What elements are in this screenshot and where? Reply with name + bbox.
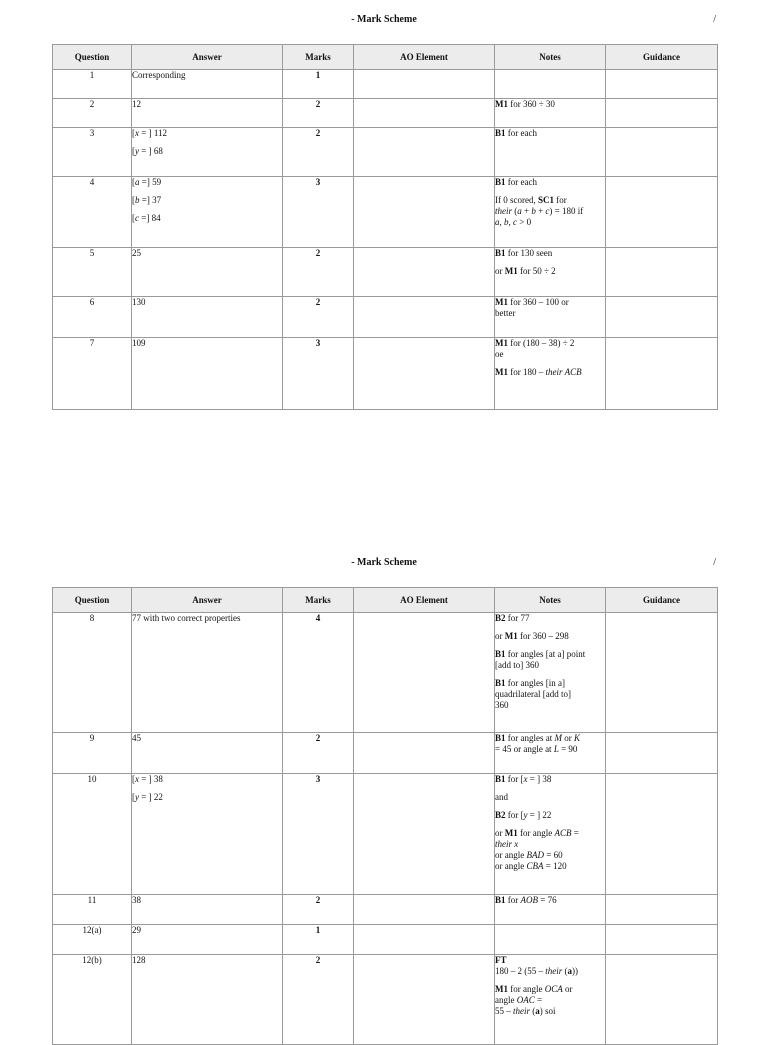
marks-cell: 2 bbox=[283, 895, 354, 925]
ao-element-cell bbox=[354, 733, 495, 774]
guidance-cell bbox=[606, 99, 718, 128]
table-row bbox=[53, 733, 718, 774]
note-line: or M1 for 50 ÷ 2 bbox=[495, 266, 556, 276]
marks-cell: 2 bbox=[283, 128, 354, 177]
notes-cell bbox=[495, 338, 606, 410]
note-line: M1 for 180 – their ACB bbox=[495, 367, 582, 377]
answer-cell bbox=[132, 70, 283, 99]
note-line: or M1 for 360 – 298 bbox=[495, 631, 569, 641]
marks-cell: 2 bbox=[283, 733, 354, 774]
marks-cell: 3 bbox=[283, 338, 354, 410]
page-header bbox=[0, 0, 768, 36]
page-title: - Mark Scheme bbox=[351, 557, 417, 568]
note-line: M1 for (180 – 38) ÷ 2 oe bbox=[495, 338, 575, 359]
question-cell: 8 bbox=[53, 613, 132, 733]
answer-line: [x = ] 112 bbox=[132, 128, 167, 138]
guidance-cell bbox=[606, 248, 718, 297]
table-row bbox=[53, 248, 718, 297]
answer-cell bbox=[132, 613, 283, 733]
guidance-cell bbox=[606, 733, 718, 774]
ao-element-cell bbox=[354, 297, 495, 338]
question-cell: 1 bbox=[53, 70, 132, 99]
column-header-ao-element: AO Element bbox=[354, 588, 495, 613]
column-header-marks: Marks bbox=[283, 588, 354, 613]
answer-line: 25 bbox=[132, 248, 141, 258]
mark-scheme-table bbox=[52, 587, 718, 1045]
guidance-cell bbox=[606, 338, 718, 410]
column-header-guidance: Guidance bbox=[606, 588, 718, 613]
note-line: FT 180 – 2 (55 – their (a)) bbox=[495, 955, 578, 976]
ao-element-cell bbox=[354, 955, 495, 1045]
answer-cell bbox=[132, 297, 283, 338]
marks-cell: 2 bbox=[283, 955, 354, 1045]
question-cell: 3 bbox=[53, 128, 132, 177]
notes-cell bbox=[495, 297, 606, 338]
question-cell: 11 bbox=[53, 895, 132, 925]
header-mark: / bbox=[713, 14, 716, 25]
note-line: M1 for 360 – 100 or better bbox=[495, 297, 569, 318]
note-line: B2 for 77 bbox=[495, 613, 530, 623]
ao-element-cell bbox=[354, 774, 495, 895]
answer-line: 45 bbox=[132, 733, 141, 743]
question-cell: 5 bbox=[53, 248, 132, 297]
guidance-cell bbox=[606, 177, 718, 248]
table-row bbox=[53, 128, 718, 177]
ao-element-cell bbox=[354, 925, 495, 955]
notes-cell bbox=[495, 613, 606, 733]
note-line: B1 for 130 seen bbox=[495, 248, 553, 258]
table-row bbox=[53, 613, 718, 733]
notes-cell bbox=[495, 774, 606, 895]
guidance-cell bbox=[606, 70, 718, 99]
table-row bbox=[53, 774, 718, 895]
table-row bbox=[53, 338, 718, 410]
ao-element-cell bbox=[354, 613, 495, 733]
question-cell: 2 bbox=[53, 99, 132, 128]
mark-scheme-table bbox=[52, 44, 718, 410]
answer-line: 77 with two correct properties bbox=[132, 613, 241, 623]
table-body bbox=[53, 70, 718, 410]
answer-cell bbox=[132, 338, 283, 410]
ao-element-cell bbox=[354, 99, 495, 128]
ao-element-cell bbox=[354, 177, 495, 248]
ao-element-cell bbox=[354, 895, 495, 925]
table-row bbox=[53, 955, 718, 1045]
answer-line: 29 bbox=[132, 925, 141, 935]
note-line: B1 for angles [in a] quadrilateral [add to] 360 bbox=[495, 678, 571, 710]
page-title: - Mark Scheme bbox=[351, 14, 417, 25]
table-body bbox=[53, 613, 718, 1045]
header-mark: / bbox=[713, 557, 716, 568]
answer-line: Corresponding bbox=[132, 70, 186, 80]
marks-cell: 2 bbox=[283, 99, 354, 128]
column-header-ao-element: AO Element bbox=[354, 45, 495, 70]
guidance-cell bbox=[606, 297, 718, 338]
column-header-marks: Marks bbox=[283, 45, 354, 70]
marks-cell: 1 bbox=[283, 925, 354, 955]
note-line: B1 for each bbox=[495, 177, 537, 187]
answer-line: 128 bbox=[132, 955, 146, 965]
marks-cell: 2 bbox=[283, 248, 354, 297]
guidance-cell bbox=[606, 925, 718, 955]
answer-line: [a =] 59 bbox=[132, 177, 162, 187]
notes-cell bbox=[495, 955, 606, 1045]
marks-cell: 2 bbox=[283, 297, 354, 338]
question-cell: 12(a) bbox=[53, 925, 132, 955]
column-header-answer: Answer bbox=[132, 588, 283, 613]
table-header-row bbox=[53, 588, 718, 613]
guidance-cell bbox=[606, 895, 718, 925]
notes-cell bbox=[495, 128, 606, 177]
column-header-notes: Notes bbox=[495, 45, 606, 70]
answer-cell bbox=[132, 895, 283, 925]
answer-line: [c =] 84 bbox=[132, 213, 161, 223]
column-header-question: Question bbox=[53, 45, 132, 70]
ao-element-cell bbox=[354, 338, 495, 410]
notes-cell bbox=[495, 925, 606, 955]
answer-cell bbox=[132, 248, 283, 297]
note-line: M1 for angle OCA or angle OAC = 55 – their (a) soi bbox=[495, 984, 573, 1016]
page-header bbox=[0, 543, 768, 579]
answer-line: 38 bbox=[132, 895, 141, 905]
notes-cell bbox=[495, 99, 606, 128]
answer-cell bbox=[132, 925, 283, 955]
answer-line: [x = ] 38 bbox=[132, 774, 163, 784]
ao-element-cell bbox=[354, 248, 495, 297]
guidance-cell bbox=[606, 128, 718, 177]
guidance-cell bbox=[606, 613, 718, 733]
table-row bbox=[53, 925, 718, 955]
note-line: If 0 scored, SC1 for their (a + b + c) = 180 if a, b, c > 0 bbox=[495, 195, 584, 227]
marks-cell: 4 bbox=[283, 613, 354, 733]
answer-line: [y = ] 22 bbox=[132, 792, 163, 802]
ao-element-cell bbox=[354, 70, 495, 99]
answer-line: 109 bbox=[132, 338, 146, 348]
guidance-cell bbox=[606, 774, 718, 895]
notes-cell bbox=[495, 177, 606, 248]
note-line: B1 for [x = ] 38 bbox=[495, 774, 552, 784]
answer-cell bbox=[132, 955, 283, 1045]
marks-cell: 3 bbox=[283, 774, 354, 895]
page-2 bbox=[0, 543, 768, 1016]
question-cell: 6 bbox=[53, 297, 132, 338]
answer-cell bbox=[132, 774, 283, 895]
table-row bbox=[53, 895, 718, 925]
answer-line: [y = ] 68 bbox=[132, 146, 163, 156]
question-cell: 12(b) bbox=[53, 955, 132, 1045]
note-line: B2 for [y = ] 22 bbox=[495, 810, 552, 820]
table-header-row bbox=[53, 45, 718, 70]
marks-cell: 3 bbox=[283, 177, 354, 248]
question-cell: 9 bbox=[53, 733, 132, 774]
answer-line: 12 bbox=[132, 99, 141, 109]
table-row bbox=[53, 177, 718, 248]
answer-cell bbox=[132, 733, 283, 774]
note-line: M1 for 360 ÷ 30 bbox=[495, 99, 555, 109]
note-line: and bbox=[495, 792, 508, 802]
answer-cell bbox=[132, 128, 283, 177]
marks-cell: 1 bbox=[283, 70, 354, 99]
table-row bbox=[53, 70, 718, 99]
ao-element-cell bbox=[354, 128, 495, 177]
question-cell: 4 bbox=[53, 177, 132, 248]
notes-cell bbox=[495, 733, 606, 774]
answer-cell bbox=[132, 99, 283, 128]
notes-cell bbox=[495, 70, 606, 99]
table-row bbox=[53, 99, 718, 128]
answer-cell bbox=[132, 177, 283, 248]
note-line: B1 for angles at M or K = 45 or angle at L = 90 bbox=[495, 733, 581, 754]
notes-cell bbox=[495, 248, 606, 297]
column-header-question: Question bbox=[53, 588, 132, 613]
column-header-answer: Answer bbox=[132, 45, 283, 70]
answer-line: 130 bbox=[132, 297, 146, 307]
page-1 bbox=[0, 0, 768, 377]
note-line: B1 for angles [at a] point [add to] 360 bbox=[495, 649, 586, 670]
guidance-cell bbox=[606, 955, 718, 1045]
notes-cell bbox=[495, 895, 606, 925]
note-line: B1 for each bbox=[495, 128, 537, 138]
question-cell: 10 bbox=[53, 774, 132, 895]
table-row bbox=[53, 297, 718, 338]
note-line: or M1 for angle ACB = their x or angle BAD = 60 or angle CBA = 120 bbox=[495, 828, 579, 871]
column-header-guidance: Guidance bbox=[606, 45, 718, 70]
note-line: B1 for AOB = 76 bbox=[495, 895, 557, 905]
column-header-notes: Notes bbox=[495, 588, 606, 613]
question-cell: 7 bbox=[53, 338, 132, 410]
answer-line: [b =] 37 bbox=[132, 195, 162, 205]
